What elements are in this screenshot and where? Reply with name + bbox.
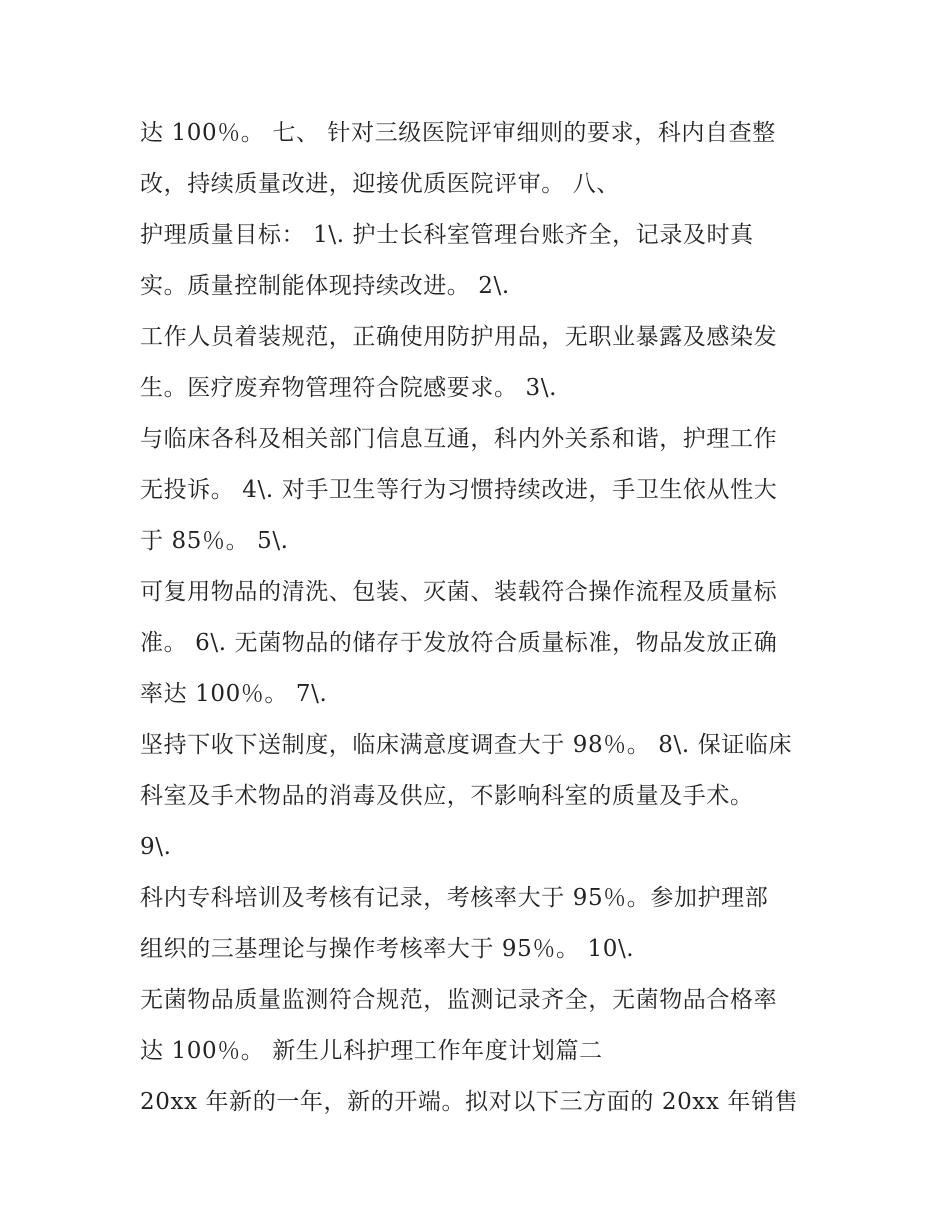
text-line: 科内专科培训及考核有记录，考核率大于 95％。参加护理部 — [140, 885, 769, 911]
text-line: 率达 100％。 7\. — [140, 681, 328, 707]
text-line: 组织的三基理论与操作考核率大于 95％。 10\. — [140, 936, 635, 962]
text-line: 无投诉。 4\. 对手卫生等行为习惯持续改进，手卫生依从性大 — [140, 477, 778, 503]
text-line: 20xx 年新的一年，新的开端。拟对以下三方面的 20xx 年销售 — [140, 1089, 799, 1115]
text-line: 与临床各科及相关部门信息互通，科内外关系和谐，护理工作 — [140, 426, 778, 452]
text-line: 护理质量目标： 1\. 护士长科室管理台账齐全，记录及时真 — [140, 222, 754, 248]
text-line: 准。 6\. 无菌物品的储存于发放符合质量标准，物品发放正确 — [140, 630, 778, 656]
text-line: 实。质量控制能体现持续改进。 2\. — [140, 273, 510, 299]
text-line: 无菌物品质量监测符合规范，监测记录齐全，无菌物品合格率 — [140, 987, 778, 1013]
text-line: 坚持下收下送制度，临床满意度调查大于 98％。 8\. 保证临床 — [140, 732, 793, 758]
text-line: 可复用物品的清洗、包装、灭菌、装载符合操作流程及质量标 — [140, 579, 778, 605]
text-line: 达 100％。 新生儿科护理工作年度计划篇二 — [140, 1038, 603, 1064]
body-text — [140, 108, 840, 1128]
text-line: 科室及手术物品的消毒及供应，不影响科室的质量及手术。 — [140, 783, 754, 809]
text-line: 改，持续质量改进，迎接优质医院评审。 八、 — [140, 171, 620, 197]
text-line: 9\. — [140, 834, 172, 860]
text-line: 于 85％。 5\. — [140, 528, 289, 554]
text-line: 生。医疗废弃物管理符合院感要求。 3\. — [140, 375, 558, 401]
text-line: 达 100％。 七、 针对三级医院评审细则的要求，科内自查整 — [140, 120, 776, 146]
text-line: 工作人员着装规范，正确使用防护用品，无职业暴露及感染发 — [140, 324, 778, 350]
